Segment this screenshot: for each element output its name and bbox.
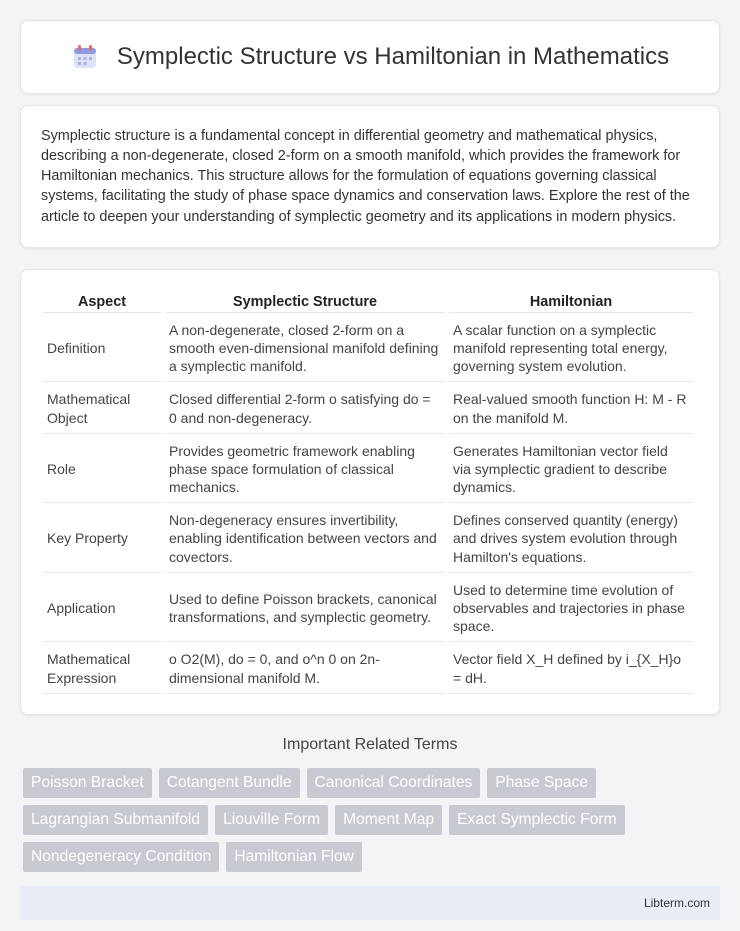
hamiltonian-cell: Vector field X_H defined by i_{X_H}o = dH. — [449, 642, 693, 693]
aspect-cell: Key Property — [43, 503, 161, 573]
title-card — [20, 20, 720, 94]
term-tag[interactable]: Cotangent Bundle — [159, 768, 300, 798]
term-tag[interactable]: Exact Symplectic Form — [449, 805, 624, 835]
term-tag[interactable]: Moment Map — [335, 805, 442, 835]
term-tag[interactable]: Nondegeneracy Condition — [23, 842, 219, 872]
comparison-table — [39, 290, 697, 694]
table-row — [43, 503, 693, 573]
symplectic-cell: A non-degenerate, closed 2-form on a smooth even-dimensional manifold defining a symplectic manifold. — [165, 313, 445, 383]
table-row — [43, 313, 693, 383]
hamiltonian-cell: Real-valued smooth function H: M - R on the manifold M. — [449, 382, 693, 433]
hamiltonian-cell: A scalar function on a symplectic manifold representing total energy, governing system evolution. — [449, 313, 693, 383]
term-tag[interactable]: Hamiltonian Flow — [226, 842, 362, 872]
term-tag[interactable]: Lagrangian Submanifold — [23, 805, 208, 835]
symplectic-cell: Provides geometric framework enabling phase space formulation of classical mechanics. — [165, 434, 445, 504]
table-row — [43, 573, 693, 643]
hamiltonian-cell: Defines conserved quantity (energy) and drives system evolution through Hamilton's equations. — [449, 503, 693, 573]
intro-text: Symplectic structure is a fundamental concept in differential geometry and mathematical physics, describing a non-degenerate, closed 2-form on a smooth manifold, which provides the framework for Hamiltonian mechanics. This structure allows for the formulation of equations governing classical systems, facilitating the study of phase space dynamics and conservation laws. Explore the rest of the article to deepen your understanding of symplectic geometry and its applications in modern physics. — [41, 128, 690, 225]
symplectic-cell: Used to define Poisson brackets, canonical transformations, and symplectic geometry. — [165, 573, 445, 643]
footer — [20, 886, 720, 920]
aspect-cell: Application — [43, 573, 161, 643]
header-aspect: Aspect — [43, 290, 161, 313]
symplectic-cell: Closed differential 2-form o satisfying do = 0 and non-degeneracy. — [165, 382, 445, 433]
related-terms-list — [23, 768, 723, 872]
header-symplectic: Symplectic Structure — [165, 290, 445, 313]
term-tag[interactable]: Phase Space — [487, 768, 596, 798]
table-row — [43, 434, 693, 504]
aspect-cell: Definition — [43, 313, 161, 383]
term-tag[interactable]: Poisson Bracket — [23, 768, 152, 798]
table-row — [43, 382, 693, 433]
aspect-cell: Mathematical Expression — [43, 642, 161, 693]
aspect-cell: Role — [43, 434, 161, 504]
header-hamiltonian: Hamiltonian — [449, 290, 693, 313]
page-title: Symplectic Structure vs Hamiltonian in Mathematics — [116, 43, 670, 70]
calendar-icon — [71, 43, 99, 71]
table-row — [43, 642, 693, 693]
hamiltonian-cell: Used to determine time evolution of observables and trajectories in phase space. — [449, 573, 693, 643]
footer-brand-link[interactable]: Libterm.com — [643, 895, 710, 910]
comparison-card — [20, 269, 720, 715]
term-tag[interactable]: Liouville Form — [215, 805, 328, 835]
table-header-row — [43, 290, 693, 313]
term-tag[interactable]: Canonical Coordinates — [307, 768, 481, 798]
hamiltonian-cell: Generates Hamiltonian vector field via symplectic gradient to describe dynamics. — [449, 434, 693, 504]
aspect-cell: Mathematical Object — [43, 382, 161, 433]
symplectic-cell: Non-degeneracy ensures invertibility, enabling identification between vectors and covectors. — [165, 503, 445, 573]
intro-card — [20, 105, 720, 248]
related-terms-title: Important Related Terms — [282, 735, 458, 753]
symplectic-cell: o O2(M), do = 0, and o^n 0 on 2n-dimensional manifold M. — [165, 642, 445, 693]
